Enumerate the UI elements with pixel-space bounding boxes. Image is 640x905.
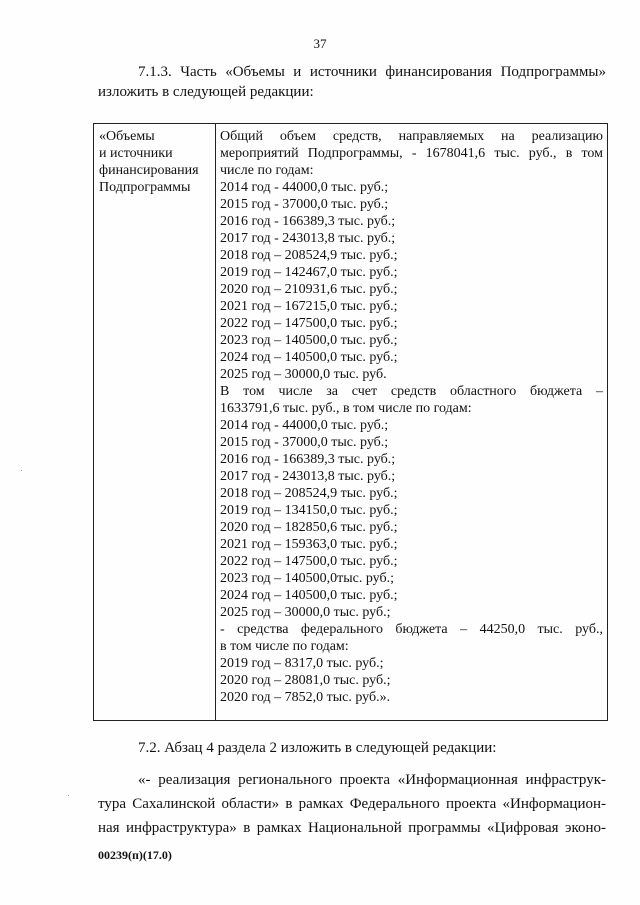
total-year-line: 2021 год – 167215,0 тыс. руб.;	[220, 299, 398, 314]
regional-year-line: 2017 год - 243013,8 тыс. руб.;	[220, 469, 396, 484]
total-year-line: 2018 год – 208524,9 тыс. руб.;	[220, 248, 398, 263]
total-year-line: 2017 год - 243013,8 тыс. руб.;	[220, 231, 396, 246]
table-label-cell	[94, 124, 216, 720]
federal-line-2: в том числе по годам:	[220, 639, 349, 654]
regional-year-line: 2025 год – 30000,0 тыс. руб.;	[220, 605, 391, 620]
quote-paragraph	[98, 768, 606, 840]
total-year-line: 2014 год - 44000,0 тыс. руб.;	[220, 180, 389, 195]
regional-year-line: 2020 год – 182850,6 тыс. руб.;	[220, 520, 398, 535]
intro-line-2: изложить в следующей редакции:	[98, 84, 314, 100]
intro-paragraph	[98, 62, 606, 102]
quote-line-3: ная инфраструктура» в рамках Национальной программы «Цифровая эконо-	[98, 820, 606, 836]
page-number: 37	[313, 36, 327, 51]
total-year-line: 2015 год - 37000,0 тыс. руб.;	[220, 197, 389, 212]
regional-year-line: 2023 год – 140500,0тыс. руб.;	[220, 571, 394, 586]
regional-year-line: 2021 год – 159363,0 тыс. руб.;	[220, 537, 398, 552]
total-year-line: 2022 год – 147500,0 тыс. руб.;	[220, 316, 398, 331]
regional-year-line: 2018 год – 208524,9 тыс. руб.;	[220, 486, 398, 501]
regional-year-line: 2015 год - 37000,0 тыс. руб.;	[220, 435, 389, 450]
label-line: Подпрограммы	[99, 180, 191, 195]
total-year-line: 2023 год – 140500,0 тыс. руб.;	[220, 333, 398, 348]
regional-year-line: 2014 год - 44000,0 тыс. руб.;	[220, 418, 389, 433]
federal-year-line: 2020 год – 7852,0 тыс. руб.».	[220, 690, 391, 705]
document-code: 00239(п)(17.0)	[98, 848, 172, 862]
quote-line-1: «- реализация регионального проекта «Информационная инфраструк-	[138, 772, 606, 788]
total-line-2: мероприятий Подпрограммы, - 1678041,6 тыс. руб., в том	[220, 146, 603, 161]
label-line: финансирования	[99, 163, 199, 178]
quote-line-2: тура Сахалинской области» в рамках Федерального проекта «Информацион-	[98, 796, 606, 812]
federal-line-1: - средства федерального бюджета – 44250,0 тыс. руб.,	[220, 622, 603, 637]
regional-year-line: 2022 год – 147500,0 тыс. руб.;	[220, 554, 398, 569]
total-year-line: 2024 год – 140500,0 тыс. руб.;	[220, 350, 398, 365]
table-content-cell	[216, 124, 607, 720]
total-year-line: 2019 год – 142467,0 тыс. руб.;	[220, 265, 398, 280]
scan-speck	[21, 470, 22, 471]
total-year-line: 2016 год - 166389,3 тыс. руб.;	[220, 214, 396, 229]
intro-line-1: 7.1.3. Часть «Объемы и источники финансирования Подпрограммы»	[138, 64, 606, 80]
label-line: «Объемы	[99, 129, 155, 144]
label-line: и источники	[99, 146, 173, 161]
total-line-1: Общий объем средств, направляемых на реализацию	[220, 129, 603, 144]
regional-line-1: В том числе за счет средств областного бюджета –	[220, 384, 603, 399]
regional-year-line: 2016 год - 166389,3 тыс. руб.;	[220, 452, 396, 467]
regional-year-line: 2019 год – 134150,0 тыс. руб.;	[220, 503, 398, 518]
total-line-3: числе по годам:	[220, 163, 314, 178]
funding-table	[93, 123, 608, 721]
section-title: 7.2. Абзац 4 раздела 2 изложить в следующей редакции:	[138, 740, 497, 756]
federal-year-line: 2019 год – 8317,0 тыс. руб.;	[220, 656, 384, 671]
federal-year-line: 2020 год – 28081,0 тыс. руб.;	[220, 673, 391, 688]
scan-speck	[68, 795, 69, 796]
regional-year-line: 2024 год – 140500,0 тыс. руб.;	[220, 588, 398, 603]
total-year-line: 2020 год – 210931,6 тыс. руб.;	[220, 282, 398, 297]
total-year-line: 2025 год – 30000,0 тыс. руб.	[220, 367, 387, 382]
regional-line-2: 1633791,6 тыс. руб., в том числе по годам:	[220, 401, 472, 416]
